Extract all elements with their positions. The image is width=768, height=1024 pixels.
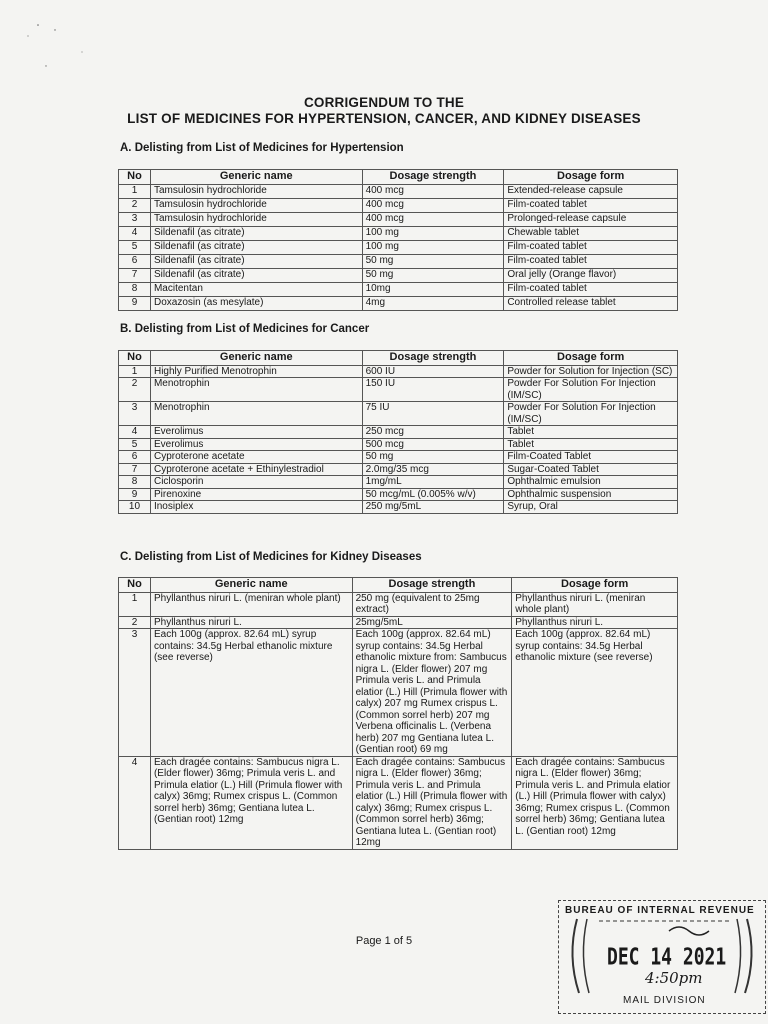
cell-generic-name: Tamsulosin hydrochloride [150, 212, 362, 226]
received-stamp [558, 900, 766, 1014]
cell-generic-name: Tamsulosin hydrochloride [150, 184, 362, 198]
cell-generic-name: Inosiplex [150, 501, 362, 514]
table-row [119, 402, 678, 426]
table-row [119, 282, 678, 296]
cell-no: 2 [119, 616, 151, 629]
cell-dosage-form: Syrup, Oral [504, 501, 678, 514]
cancer-table [118, 350, 678, 514]
cell-generic-name: Ciclosporin [150, 476, 362, 489]
cell-dosage-strength: 150 IU [362, 378, 504, 402]
table-row [119, 438, 678, 451]
table-header-row [119, 170, 678, 185]
document-title-line1: CORRIGENDUM TO THE [303, 95, 465, 110]
cell-no: 4 [119, 426, 151, 439]
table-row [119, 488, 678, 501]
cell-dosage-form: Powder For Solution For Injection (IM/SC) [504, 378, 678, 402]
cell-dosage-form: Phyllanthus niruri L. [512, 616, 678, 629]
col-header-generic: Generic name [150, 170, 362, 185]
col-header-no: No [119, 578, 151, 593]
col-header-generic: Generic name [150, 351, 362, 366]
table-row [119, 378, 678, 402]
table-row [119, 463, 678, 476]
stamp-date: DEC 14 2021 [607, 943, 727, 972]
cell-dosage-strength: 600 IU [362, 365, 504, 378]
cell-dosage-form: Each dragée contains: Sambucus nigra L. (Elder flower) 36mg; Primula veris L. and Primula elatior (L.) Hill (Primula flower with calyx) 36mg; Rumex crispus L. (Common sorrel herb) 36mg; Gentiana lutea L. (Gentian root) 12mg [512, 756, 678, 849]
cell-generic-name: Menotrophin [150, 378, 362, 402]
section-b-heading: B. Delisting from List of Medicines for Cancer [120, 323, 370, 335]
table-row [119, 198, 678, 212]
cell-generic-name: Each dragée contains: Sambucus nigra L. (Elder flower) 36mg; Primula veris L. and Primula elatior (L.) Hill (Primula flower with calyx) 36mg; Rumex crispus L. (Common sorrel herb) 36mg; Gentiana lutea L. (Gentian root) 12mg [150, 756, 352, 849]
cell-no: 4 [119, 226, 151, 240]
cell-no: 7 [119, 268, 151, 282]
cell-no: 3 [119, 629, 151, 757]
cell-dosage-strength: 100 mg [362, 240, 504, 254]
cell-dosage-form: Film-coated tablet [504, 282, 678, 296]
cell-no: 5 [119, 240, 151, 254]
col-header-strength: Dosage strength [362, 170, 504, 185]
table-row [119, 592, 678, 616]
cell-no: 8 [119, 476, 151, 489]
table-header-row [119, 578, 678, 593]
cell-generic-name: Everolimus [150, 426, 362, 439]
table-row [119, 451, 678, 464]
cell-generic-name: Tamsulosin hydrochloride [150, 198, 362, 212]
cell-dosage-strength: 10mg [362, 282, 504, 296]
cell-no: 1 [119, 184, 151, 198]
cell-dosage-form: Ophthalmic emulsion [504, 476, 678, 489]
table-row [119, 254, 678, 268]
cell-no: 8 [119, 282, 151, 296]
cell-dosage-form: Extended-release capsule [504, 184, 678, 198]
col-header-form: Dosage form [512, 578, 678, 593]
cell-generic-name: Sildenafil (as citrate) [150, 240, 362, 254]
cell-no: 5 [119, 438, 151, 451]
section-a-heading: A. Delisting from List of Medicines for Hypertension [120, 142, 404, 154]
hypertension-table [118, 169, 678, 311]
table-row [119, 268, 678, 282]
cell-dosage-form: Controlled release tablet [504, 296, 678, 310]
table-row [119, 296, 678, 310]
cell-no: 9 [119, 488, 151, 501]
col-header-strength: Dosage strength [352, 578, 512, 593]
col-header-no: No [119, 170, 151, 185]
cell-dosage-strength: Each dragée contains: Sambucus nigra L. (Elder flower) 36mg; Primula veris L. and Primula elatior (L.) Hill (Primula flower with calyx) 36mg; Rumex crispus L. (Common sorrel herb) 36mg; Gentiana lutea L. (Gentian root) 12mg [352, 756, 512, 849]
cell-dosage-form: Prolonged-release capsule [504, 212, 678, 226]
cell-no: 2 [119, 378, 151, 402]
cell-dosage-strength: 50 mg [362, 451, 504, 464]
cell-dosage-strength: 400 mcg [362, 212, 504, 226]
cell-generic-name: Sildenafil (as citrate) [150, 226, 362, 240]
cell-dosage-strength: 250 mcg [362, 426, 504, 439]
cell-generic-name: Each 100g (approx. 82.64 mL) syrup contains: 34.5g Herbal ethanolic mixture (see reverse) [150, 629, 352, 757]
cell-dosage-strength: 400 mcg [362, 198, 504, 212]
kidney-table [118, 577, 678, 850]
cell-dosage-strength: 4mg [362, 296, 504, 310]
cell-no: 1 [119, 592, 151, 616]
cell-generic-name: Highly Purified Menotrophin [150, 365, 362, 378]
cell-dosage-strength: 100 mg [362, 226, 504, 240]
cell-generic-name: Cyproterone acetate + Ethinylestradiol [150, 463, 362, 476]
cell-dosage-form: Powder For Solution For Injection (IM/SC) [504, 402, 678, 426]
cell-dosage-form: Tablet [504, 438, 678, 451]
cell-no: 6 [119, 254, 151, 268]
cell-no: 2 [119, 198, 151, 212]
cell-dosage-form: Film-coated tablet [504, 254, 678, 268]
cell-generic-name: Everolimus [150, 438, 362, 451]
page-number: Page 1 of 5 [355, 935, 413, 947]
table-row [119, 226, 678, 240]
cell-generic-name: Doxazosin (as mesylate) [150, 296, 362, 310]
cell-dosage-strength: 50 mcg/mL (0.005% w/v) [362, 488, 504, 501]
cell-dosage-strength: 500 mcg [362, 438, 504, 451]
cell-generic-name: Phyllanthus niruri L. [150, 616, 352, 629]
table-row [119, 629, 678, 757]
col-header-form: Dosage form [504, 170, 678, 185]
cell-dosage-strength: 400 mcg [362, 184, 504, 198]
cell-dosage-strength: 75 IU [362, 402, 504, 426]
table-row [119, 616, 678, 629]
cell-generic-name: Macitentan [150, 282, 362, 296]
cell-dosage-form: Film-coated tablet [504, 198, 678, 212]
col-header-no: No [119, 351, 151, 366]
cell-dosage-form: Oral jelly (Orange flavor) [504, 268, 678, 282]
cell-dosage-form: Film-Coated Tablet [504, 451, 678, 464]
stamp-time-handwritten: 4:50pm [645, 969, 703, 987]
cell-no: 9 [119, 296, 151, 310]
cell-generic-name: Sildenafil (as citrate) [150, 268, 362, 282]
cell-generic-name: Sildenafil (as citrate) [150, 254, 362, 268]
table-row [119, 476, 678, 489]
cell-dosage-strength: 25mg/5mL [352, 616, 512, 629]
table-header-row [119, 351, 678, 366]
cell-dosage-strength: 50 mg [362, 268, 504, 282]
stamp-header: BUREAU OF INTERNAL REVENUE [565, 905, 755, 916]
cell-no: 7 [119, 463, 151, 476]
table-row [119, 240, 678, 254]
table-row [119, 426, 678, 439]
cell-no: 4 [119, 756, 151, 849]
cell-generic-name: Phyllanthus niruri L. (meniran whole plant) [150, 592, 352, 616]
cell-no: 3 [119, 212, 151, 226]
cell-dosage-strength: 1mg/mL [362, 476, 504, 489]
table-row [119, 501, 678, 514]
cell-dosage-strength: Each 100g (approx. 82.64 mL) syrup contains: 34.5g Herbal ethanolic mixture from: Sambucus nigra L. (Elder flower) 207 mg Primula veris L. and Primula elatior (L.) Hill (Primula flower with calyx) 207 mg Rumex crispus L. (Common sorrel herb) 207 mg Verbena officinalis L. (Verbena herb) 207 mg Gentiana lutea L. (Gentian root) 69 mg [352, 629, 512, 757]
cell-dosage-form: Sugar-Coated Tablet [504, 463, 678, 476]
table-row [119, 365, 678, 378]
cell-generic-name: Menotrophin [150, 402, 362, 426]
cell-dosage-form: Powder for Solution for Injection (SC) [504, 365, 678, 378]
cell-no: 3 [119, 402, 151, 426]
col-header-form: Dosage form [504, 351, 678, 366]
cell-dosage-strength: 250 mg (equivalent to 25mg extract) [352, 592, 512, 616]
table-row [119, 184, 678, 198]
cell-dosage-strength: 2.0mg/35 mcg [362, 463, 504, 476]
col-header-strength: Dosage strength [362, 351, 504, 366]
document-title-line2: LIST OF MEDICINES FOR HYPERTENSION, CANCER, AND KIDNEY DISEASES [127, 111, 641, 126]
cell-no: 1 [119, 365, 151, 378]
cell-dosage-form: Each 100g (approx. 82.64 mL) syrup contains: 34.5g Herbal ethanolic mixture (see reverse) [512, 629, 678, 757]
cell-dosage-strength: 50 mg [362, 254, 504, 268]
cell-no: 6 [119, 451, 151, 464]
cell-generic-name: Cyproterone acetate [150, 451, 362, 464]
cell-dosage-form: Phyllanthus niruri L. (meniran whole plant) [512, 592, 678, 616]
col-header-generic: Generic name [150, 578, 352, 593]
section-c-heading: C. Delisting from List of Medicines for Kidney Diseases [120, 551, 422, 563]
table-row [119, 756, 678, 849]
table-row [119, 212, 678, 226]
cell-dosage-form: Tablet [504, 426, 678, 439]
cell-dosage-strength: 250 mg/5mL [362, 501, 504, 514]
stamp-footer: MAIL DIVISION [623, 995, 706, 1006]
cell-dosage-form: Chewable tablet [504, 226, 678, 240]
cell-dosage-form: Film-coated tablet [504, 240, 678, 254]
cell-no: 10 [119, 501, 151, 514]
cell-dosage-form: Ophthalmic suspension [504, 488, 678, 501]
scan-specks [0, 0, 120, 80]
cell-generic-name: Pirenoxine [150, 488, 362, 501]
